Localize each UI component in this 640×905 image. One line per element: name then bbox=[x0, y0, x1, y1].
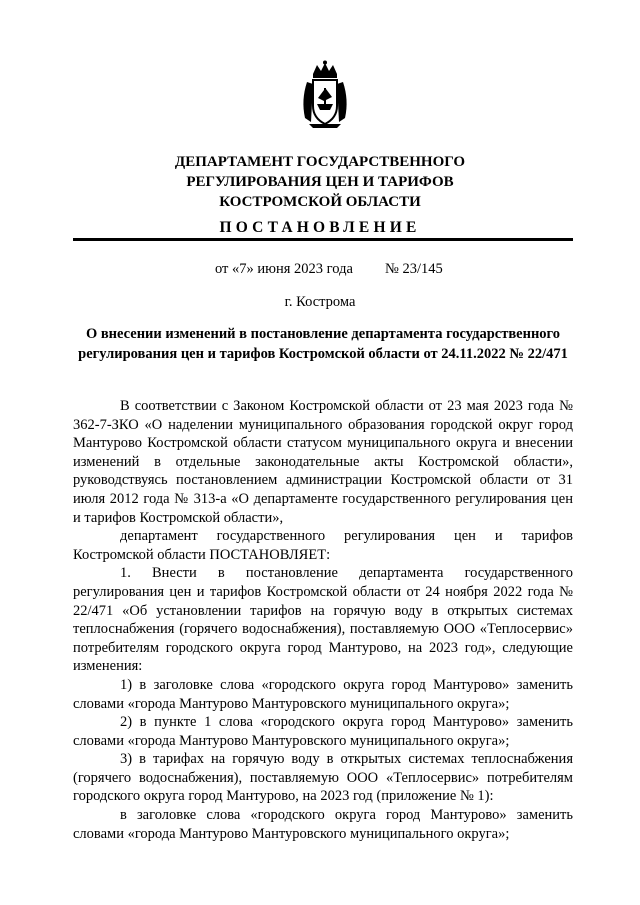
document-date: от «7» июня 2023 года bbox=[215, 261, 353, 277]
kostroma-coat-of-arms-icon bbox=[299, 60, 351, 130]
document-body bbox=[73, 397, 573, 843]
department-title-line: КОСТРОМСКОЙ ОБЛАСТИ bbox=[219, 194, 421, 210]
body-paragraph: В соответствии с Законом Костромской области от 23 мая 2023 года № 362-7-ЗКО «О наделении муниципального образования городской округ город Мантурово Костромской области статусом муниципального округа и внесении изменений в отдельные законодательные акты Костромской области», руководствуясь постановлением администрации Костромской области от 31 июля 2012 года № 313-а «О департаменте государственного регулирования цен и тарифов Костромской области», bbox=[73, 398, 573, 526]
department-title bbox=[90, 152, 550, 212]
body-paragraph: 1. Внести в постановление департамента государственного регулирования цен и тарифов Костромской области от 24 ноября 2022 года № 22/471 «Об установлении тарифов на горячую воду в открытых системах теплоснабжения (горячего водоснабжения), поставляемую ООО «Теплосервис» потребителям городского округа город Мантурово, на 2023 год», следующие изменения: bbox=[73, 565, 573, 675]
document-number: № 23/145 bbox=[385, 261, 443, 277]
department-title-line: ДЕПАРТАМЕНТ ГОСУДАРСТВЕННОГО bbox=[174, 154, 466, 170]
header-divider bbox=[73, 238, 573, 241]
department-title-line: РЕГУЛИРОВАНИЯ ЦЕН И ТАРИФОВ bbox=[186, 174, 454, 190]
body-paragraph: 3) в тарифах на горячую воду в открытых системах теплоснабжения (горячего водоснабжения), поставляемую ООО «Теплосервис» потребителям городского округа город Мантурово, на 2023 год (приложение № 1): bbox=[73, 751, 573, 805]
body-paragraph: 2) в пункте 1 слова «городского округа город Мантурово» заменить словами «города Мантурово Мантуровского муниципального округа»; bbox=[73, 714, 573, 749]
document-subject: О внесении изменений в постановление департамента государственного регулирования цен и тарифов Костромской области от 24.11.2022 № 22/471 bbox=[78, 326, 568, 362]
body-paragraph: департамент государственного регулирования цен и тарифов Костромской области ПОСТАНОВЛЯЕТ: bbox=[73, 528, 573, 563]
document-city: г. Кострома bbox=[284, 294, 356, 310]
document-type-title: ПОСТАНОВЛЕНИЕ bbox=[219, 219, 421, 236]
body-paragraph: в заголовке слова «городского округа город Мантурово» заменить словами «города Мантурово Мантуровского муниципального округа»; bbox=[73, 807, 573, 842]
body-paragraph: 1) в заголовке слова «городского округа город Мантурово» заменить словами «города Мантурово Мантуровского муниципального округа»; bbox=[73, 676, 573, 712]
